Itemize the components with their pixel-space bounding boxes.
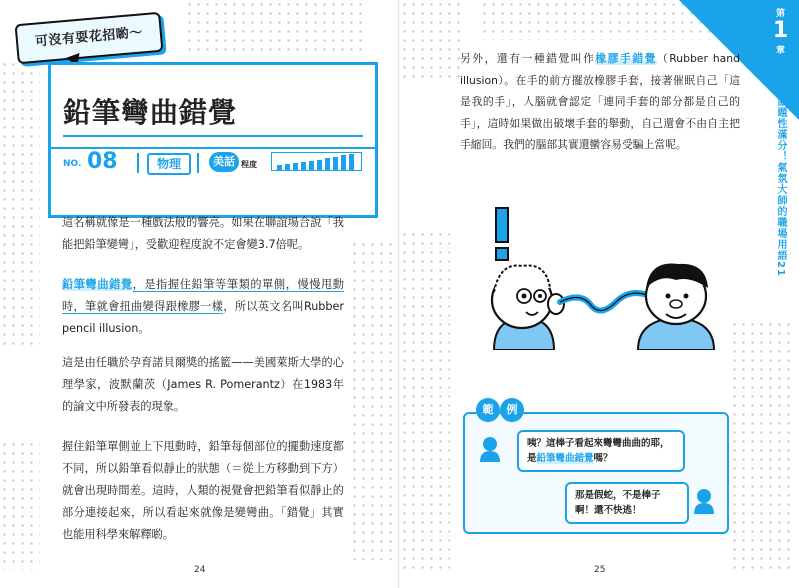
dialog-1-suffix: 嗎？	[593, 453, 613, 464]
dot-pattern	[400, 230, 450, 570]
dot-pattern	[400, 0, 460, 80]
page-number: 24	[194, 565, 206, 575]
rubber-hand-intro: 另外，還有一種錯覺叫作	[460, 52, 596, 65]
rubber-hand-text: （Rubber hand illusion）。在手的前方擺放橡膠手套，接著催眠自己「這是我的手」，人腦就會認定「連同手套的部分都是自己的手」，這時如果做出破壞手套的舉動，自己還會不由自主把手縮回。我們的腦部其實還蠻容易受騙上當呢。	[460, 52, 740, 151]
dialog-bubble-2: 那是假蛇，不是棒子啊！還不快逃！	[565, 482, 689, 524]
chapter-prefix: 第	[775, 9, 785, 19]
chapter-number: 1	[772, 18, 789, 43]
number-label: NO.	[63, 159, 82, 169]
example-box	[463, 412, 729, 534]
chapter-suffix: 章	[775, 46, 785, 56]
degree-meter	[271, 152, 363, 172]
dot-pattern	[185, 0, 365, 55]
chapter-label	[762, 6, 799, 56]
paragraph-origin: 這是由任職於孕育諾貝爾獎的搖籃——美國萊斯大學的心理學家，波默蘭茨（James R. Pomerantz）在1983年的論文中所發表的現象。	[62, 356, 344, 413]
paragraph-definition	[62, 274, 344, 340]
example-tag: 範	[476, 398, 500, 422]
paragraph-rubber-hand	[460, 48, 740, 156]
speech-bubble	[15, 12, 164, 65]
degree-label: 程度	[241, 160, 257, 169]
paragraph-explanation: 握住鉛筆單側並上下甩動時，鉛筆每個部位的擺動速度都不同，所以鉛筆看似靜止的狀態（＝從上方移動到下方）就會出現時間差。這時，人類的視覺會把鉛筆看似靜止的部分連接起來，所以看起來就像是變彎曲。「錯覺」其實也能用科學來解釋喲。	[62, 440, 344, 541]
speech-bubble-text: 可沒有耍花招喲～	[34, 25, 144, 50]
dialog-bubble-1	[517, 430, 685, 472]
page-title: 鉛筆彎曲錯覺	[63, 96, 238, 129]
term-highlight: 鉛筆彎曲錯覺	[62, 278, 133, 291]
dialog-1-prefix: 是	[527, 453, 537, 464]
chapter-page: 21	[775, 261, 786, 277]
person-icon	[693, 488, 715, 514]
chapter-title-text: 話題性滿分！氣氛大師的職場用語	[775, 96, 786, 261]
dot-pattern	[350, 240, 395, 560]
category-badge: 物理	[147, 153, 191, 175]
dot-pattern	[0, 440, 40, 570]
fun-badge: 美話	[209, 152, 239, 172]
illustration-pencil-illusion	[480, 200, 730, 350]
definition-tail: ，所以英文名叫Rubber pencil illusion。	[62, 300, 344, 335]
right-page	[400, 0, 799, 588]
entry-number: 08	[87, 149, 118, 174]
divider	[137, 153, 139, 173]
term-highlight: 橡膠手錯覺	[595, 52, 657, 65]
page-number: 25	[594, 565, 606, 575]
divider	[197, 153, 199, 173]
person-icon	[479, 436, 501, 462]
left-page	[0, 0, 399, 588]
paragraph-intro: 這名稱就像是一種戲法般的響亮。如果在聯誼場合說「我能把鉛筆變彎」，受歡迎程度說不定會變3.7倍呢。	[62, 216, 344, 251]
title-box	[48, 62, 378, 218]
title-head	[51, 65, 375, 147]
dialog-1-line-1: 咦？這棒子看起來彎彎曲曲的耶，	[527, 438, 670, 449]
meta-row	[51, 147, 375, 175]
chapter-tab	[762, 0, 799, 310]
chapter-title-vertical	[772, 96, 788, 277]
title-underline	[63, 135, 363, 137]
dialog-1-term: 鉛筆彎曲錯覺	[536, 453, 594, 464]
example-tag: 例	[500, 398, 524, 422]
definition-text: ，是指握住鉛筆等筆類的單側，慢慢甩動時，筆就會扭曲變得跟橡膠一樣	[62, 278, 344, 313]
dot-pattern	[730, 320, 790, 570]
dot-pattern	[0, 60, 40, 350]
